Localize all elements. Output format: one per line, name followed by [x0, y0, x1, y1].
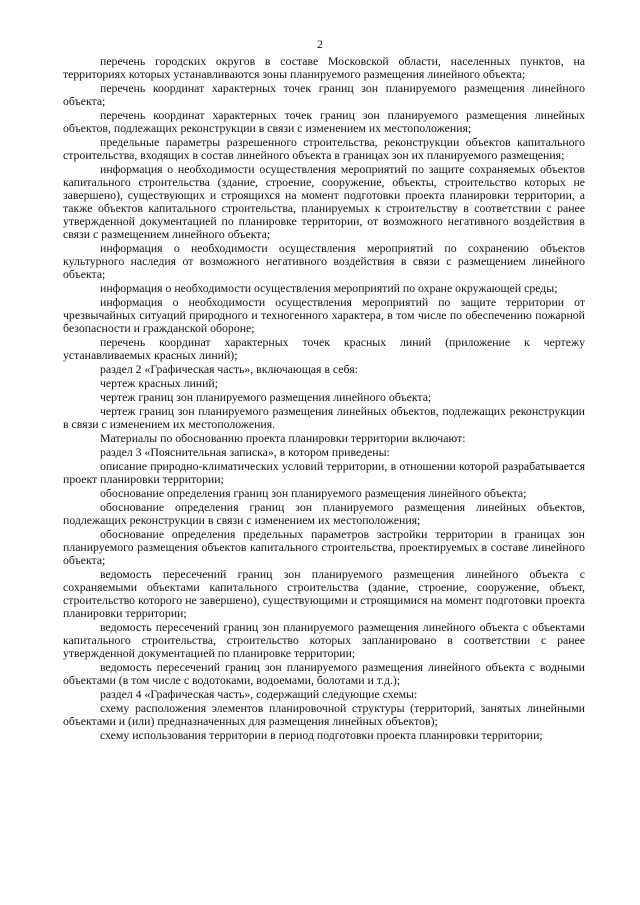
- document-body: [63, 55, 585, 743]
- paragraph: схему использования территории в период подготовки проекта планировки территории;: [100, 728, 543, 742]
- paragraph: информация о необходимости осуществления мероприятий по охране окружающей среды;: [100, 281, 558, 295]
- paragraph: предельные параметры разрешенного строительства, реконструкции объектов капитального строительства, входящих в состав линейного объекта в границах зон их планируемого размещения;: [63, 135, 585, 162]
- paragraph: чертеж красных линий;: [100, 376, 219, 390]
- paragraph: чертеж границ зон планируемого размещения линейного объекта;: [100, 390, 432, 404]
- paragraph: раздел 2 «Графическая часть», включающая в себя:: [100, 362, 358, 376]
- paragraph: чертеж границ зон планируемого размещения линейных объектов, подлежащих реконструкции в связи с изменением их местоположения.: [63, 404, 585, 431]
- paragraph: перечень городских округов в составе Московской области, населенных пунктов, на территориях которых устанавливаются зоны планируемого размещения линейного объекта;: [63, 54, 585, 81]
- paragraph: информация о необходимости осуществления мероприятий по сохранению объектов культурного наследия от возможного негативного воздействия в связи с размещением линейного объекта;: [63, 241, 585, 281]
- paragraph: перечень координат характерных точек границ зон планируемого размещения линейных объектов, подлежащих реконструкции в связи с изменением их местоположения;: [63, 108, 585, 135]
- paragraph: ведомость пересечений границ зон планируемого размещения линейного объекта с водными объектами (в том числе с водотоками, водоемами, болотами и т.д.);: [63, 660, 585, 687]
- paragraph: обоснование определения предельных параметров застройки территории в границах зон планируемого размещения объектов капитального строительства, проектируемых в составе линейного объекта;: [63, 527, 585, 567]
- paragraph: схему расположения элементов планировочной структуры (территорий, занятых линейными объектами и (или) предназначенных для размещения линейных объектов);: [63, 701, 585, 728]
- paragraph: перечень координат характерных точек красных линий (приложение к чертежу устанавливаемых красных линий);: [63, 335, 585, 362]
- paragraph: обоснование определения границ зон планируемого размещения линейного объекта;: [100, 486, 527, 500]
- paragraph: ведомость пересечений границ зон планируемого размещения линейного объекта с сохраняемыми объектами капитального строительства (здание, строение, сооружение, объект, строительство которого не завершено), существующими и строящимися на момент подготовки проекта планировки территории;: [63, 567, 585, 620]
- paragraph: Материалы по обоснованию проекта планировки территории включают:: [100, 431, 466, 445]
- page-number: 2: [317, 37, 323, 51]
- paragraph: ведомость пересечений границ зон планируемого размещения линейного объекта с объектами капитального строительства, строительство которых запланировано в соответствии с ранее утвержденной документацией по планировке территории;: [63, 620, 585, 660]
- paragraph: описание природно-климатических условий территории, в отношении которой разрабатывается проект планировки территории;: [63, 459, 585, 486]
- paragraph: информация о необходимости осуществления мероприятий по защите сохраняемых объектов капитального строительства (здание, строение, сооружение, объекты, строительство которых не завершено), существующих и строящихся на момент подготовки проекта планировки территории, а также объектов капитального строительства, планируемых к строительству в соответствии с ранее утвержденной документацией по планировке территории, от возможного негативного воздействия в связи с размещением линейного объекта;: [63, 162, 585, 241]
- paragraph: раздел 3 «Пояснительная записка», в котором приведены:: [100, 445, 390, 459]
- paragraph: перечень координат характерных точек границ зон планируемого размещения линейного объекта;: [63, 81, 585, 108]
- paragraph: обоснование определения границ зон планируемого размещения линейных объектов, подлежащих реконструкции в связи с изменением их местоположения;: [63, 500, 585, 527]
- paragraph: информация о необходимости осуществления мероприятий по защите территории от чрезвычайных ситуаций природного и техногенного характера, в том числе по обеспечению пожарной безопасности и гражданской обороне;: [63, 295, 585, 335]
- paragraph: раздел 4 «Графическая часть», содержащий следующие схемы:: [100, 687, 418, 701]
